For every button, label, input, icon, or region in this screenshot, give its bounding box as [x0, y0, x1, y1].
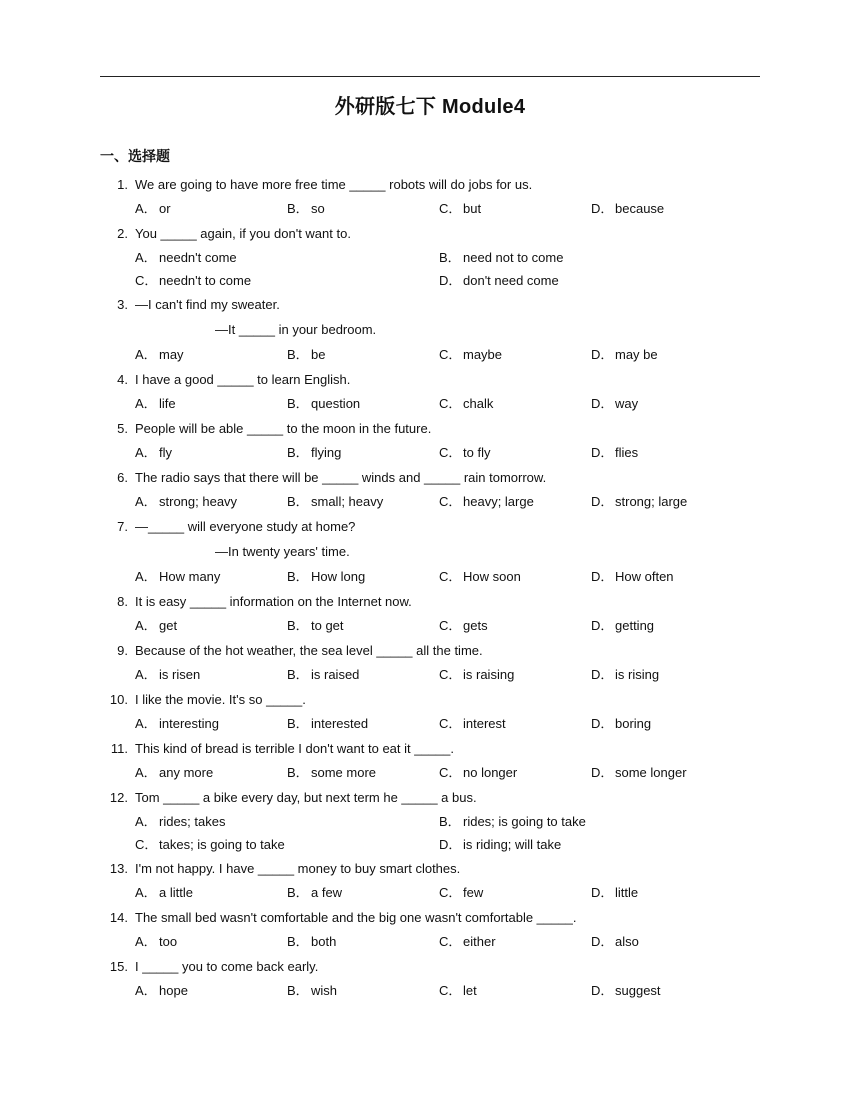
question-stem [100, 736, 760, 761]
question-stem [100, 367, 760, 392]
option-text: a little [159, 885, 193, 900]
question-stem [100, 172, 760, 197]
options-row [100, 930, 760, 954]
option-text: needn't to come [159, 273, 252, 288]
question-stem [100, 905, 760, 930]
option-letter: D． [591, 983, 614, 998]
header-rule [100, 76, 760, 77]
question-number: 13. [109, 861, 128, 876]
answer-option[interactable] [439, 343, 502, 367]
option-text: maybe [463, 347, 503, 362]
answer-option[interactable] [135, 761, 213, 785]
question-text: This kind of bread is terrible I don't want to eat it _____. [135, 741, 454, 756]
option-letter: A． [135, 983, 157, 998]
answer-option[interactable] [439, 246, 563, 269]
answer-option[interactable] [287, 663, 359, 687]
question-stem [100, 221, 760, 246]
option-text: small; heavy [311, 494, 384, 509]
option-letter: B． [287, 201, 309, 216]
answer-option[interactable] [591, 197, 664, 221]
answer-option[interactable] [439, 490, 534, 514]
question-item [100, 514, 760, 589]
question-number: 14. [109, 910, 128, 925]
question-text: Because of the hot weather, the sea level _____ all the time. [135, 643, 483, 658]
answer-option[interactable] [591, 930, 639, 954]
answer-option[interactable] [135, 663, 200, 687]
question-number: 12. [109, 790, 128, 805]
answer-option[interactable] [591, 881, 638, 905]
answer-option[interactable] [591, 565, 674, 589]
dialogue-line [100, 317, 760, 343]
option-letter: A． [135, 934, 157, 949]
option-letter: B． [287, 885, 309, 900]
option-text: need not to come [463, 250, 564, 265]
option-letter: D． [591, 347, 614, 362]
answer-option[interactable] [439, 565, 521, 589]
option-letter: C． [439, 445, 462, 460]
answer-option[interactable] [591, 441, 638, 465]
option-letter: D． [591, 716, 614, 731]
answer-option[interactable] [439, 810, 586, 833]
question-number: 5. [117, 421, 128, 436]
answer-option[interactable] [591, 490, 687, 514]
option-text: fly [159, 445, 172, 460]
answer-option[interactable] [591, 979, 661, 1003]
option-letter: A． [135, 569, 157, 584]
option-letter: B． [439, 250, 461, 265]
option-text: needn't come [159, 250, 237, 265]
option-letter: B． [439, 814, 461, 829]
option-letter: D． [591, 494, 614, 509]
option-letter: B． [287, 934, 309, 949]
question-stem [100, 785, 760, 810]
option-text: is risen [159, 667, 201, 682]
option-text: getting [615, 618, 655, 633]
question-text: I have a good _____ to learn English. [135, 372, 351, 387]
answer-option[interactable] [287, 979, 337, 1003]
answer-option[interactable] [135, 197, 171, 221]
options-row [100, 663, 760, 687]
question-item [100, 292, 760, 367]
options-row [100, 833, 760, 856]
option-text: interest [463, 716, 506, 731]
answer-option[interactable] [591, 614, 654, 638]
option-text: get [159, 618, 178, 633]
answer-option[interactable] [439, 197, 481, 221]
question-text: Tom _____ a bike every day, but next term he _____ a bus. [135, 790, 477, 805]
option-letter: A． [135, 765, 157, 780]
question-text: I'm not happy. I have _____ money to buy smart clothes. [135, 861, 461, 876]
answer-option[interactable] [135, 343, 184, 367]
answer-option[interactable] [135, 833, 285, 856]
options-row [100, 565, 760, 589]
option-text: so [311, 201, 325, 216]
option-letter: C． [439, 618, 462, 633]
option-text: chalk [463, 396, 494, 411]
option-text: How soon [463, 569, 521, 584]
question-text: —_____ will everyone study at home? [135, 519, 356, 534]
option-text: any more [159, 765, 214, 780]
option-letter: B． [287, 618, 309, 633]
option-letter: D． [591, 885, 614, 900]
option-text: How many [159, 569, 221, 584]
dialogue-text: —It _____ in your bedroom. [215, 322, 377, 337]
question-stem [100, 416, 760, 441]
option-text: both [311, 934, 337, 949]
answer-option[interactable] [439, 833, 561, 856]
answer-option[interactable] [591, 712, 651, 736]
answer-option[interactable] [439, 930, 496, 954]
question-text: —I can't find my sweater. [135, 297, 280, 312]
option-letter: A． [135, 814, 157, 829]
option-letter: A． [135, 201, 157, 216]
answer-option[interactable] [135, 712, 219, 736]
option-letter: D． [591, 201, 614, 216]
options-row [100, 761, 760, 785]
answer-option[interactable] [287, 490, 383, 514]
question-item [100, 465, 760, 514]
option-text: no longer [463, 765, 518, 780]
option-letter: A． [135, 250, 157, 265]
answer-option[interactable] [287, 343, 325, 367]
option-letter: C． [439, 396, 462, 411]
option-text: few [463, 885, 484, 900]
option-text: some more [311, 765, 377, 780]
option-text: suggest [615, 983, 661, 998]
answer-option[interactable] [287, 565, 365, 589]
option-text: a few [311, 885, 343, 900]
answer-option[interactable] [439, 269, 559, 292]
answer-option[interactable] [439, 881, 483, 905]
question-number: 15. [109, 959, 128, 974]
option-text: hope [159, 983, 188, 998]
question-number: 10. [109, 692, 128, 707]
option-letter: B． [287, 983, 309, 998]
option-text: too [159, 934, 178, 949]
option-text: interested [311, 716, 369, 731]
answer-option[interactable] [439, 761, 517, 785]
question-item [100, 736, 760, 785]
option-text: may be [615, 347, 658, 362]
option-text: but [463, 201, 482, 216]
answer-option[interactable] [135, 490, 237, 514]
option-letter: C． [439, 667, 462, 682]
option-letter: B． [287, 569, 309, 584]
option-text: to get [311, 618, 344, 633]
option-letter: A． [135, 396, 157, 411]
options-row [100, 343, 760, 367]
options-row [100, 712, 760, 736]
answer-option[interactable] [287, 881, 342, 905]
question-number: 1. [117, 177, 128, 192]
options-row [100, 614, 760, 638]
option-text: to fly [463, 445, 491, 460]
options-row [100, 197, 760, 221]
question-item [100, 172, 760, 221]
option-letter: D． [591, 569, 614, 584]
option-letter: B． [287, 347, 309, 362]
option-letter: C． [439, 569, 462, 584]
options-row [100, 810, 760, 833]
option-text: wish [311, 983, 338, 998]
question-stem [100, 465, 760, 490]
question-item [100, 954, 760, 1003]
option-letter: D． [591, 445, 614, 460]
option-letter: D． [591, 934, 614, 949]
question-stem [100, 954, 760, 979]
question-text: People will be able _____ to the moon in the future. [135, 421, 432, 436]
question-text: It is easy _____ information on the Internet now. [135, 594, 412, 609]
question-number: 6. [117, 470, 128, 485]
option-letter: C． [439, 934, 462, 949]
option-text: don't need come [463, 273, 559, 288]
question-item [100, 416, 760, 465]
option-text: is raised [311, 667, 360, 682]
answer-option[interactable] [591, 663, 659, 687]
answer-option[interactable] [135, 565, 220, 589]
question-item [100, 905, 760, 954]
option-text: is raising [463, 667, 515, 682]
option-text: How long [311, 569, 366, 584]
option-text: interesting [159, 716, 219, 731]
option-text: heavy; large [463, 494, 534, 509]
option-text: let [463, 983, 477, 998]
option-text: How often [615, 569, 674, 584]
answer-option[interactable] [287, 197, 325, 221]
answer-option[interactable] [439, 979, 477, 1003]
answer-option[interactable] [135, 979, 188, 1003]
answer-option[interactable] [591, 392, 638, 416]
option-letter: B． [287, 716, 309, 731]
answer-option[interactable] [135, 392, 176, 416]
question-item [100, 589, 760, 638]
question-item [100, 856, 760, 905]
answer-option[interactable] [287, 712, 368, 736]
question-number: 8. [117, 594, 128, 609]
option-letter: A． [135, 716, 157, 731]
page-title: 外研版七下 Module4 [334, 96, 526, 118]
option-text: gets [463, 618, 488, 633]
option-text: also [615, 934, 639, 949]
option-text: be [311, 347, 326, 362]
question-number: 11. [110, 741, 128, 756]
answer-option[interactable] [439, 441, 490, 465]
option-text: flying [311, 445, 342, 460]
answer-option[interactable] [135, 930, 177, 954]
option-text: is rising [615, 667, 660, 682]
answer-option[interactable] [439, 712, 506, 736]
options-row [100, 881, 760, 905]
answer-option[interactable] [439, 663, 514, 687]
question-stem [100, 292, 760, 317]
option-letter: C． [439, 983, 462, 998]
option-text: life [159, 396, 176, 411]
option-letter: A． [135, 885, 157, 900]
question-number: 3. [117, 297, 128, 312]
option-letter: C． [439, 201, 462, 216]
option-letter: A． [135, 445, 157, 460]
option-text: because [615, 201, 665, 216]
option-letter: C． [135, 837, 158, 852]
options-row [100, 441, 760, 465]
option-letter: D． [591, 618, 614, 633]
option-text: or [159, 201, 171, 216]
answer-option[interactable] [287, 441, 341, 465]
option-text: question [311, 396, 361, 411]
question-text: The radio says that there will be _____ winds and _____ rain tomorrow. [135, 470, 547, 485]
options-row [100, 246, 760, 269]
answer-option[interactable] [135, 441, 172, 465]
option-text: takes; is going to take [159, 837, 285, 852]
dialogue-text: —In twenty years' time. [215, 544, 350, 559]
option-letter: A． [135, 494, 157, 509]
question-stem [100, 514, 760, 539]
question-item [100, 638, 760, 687]
answer-option[interactable] [135, 246, 237, 269]
question-text: You _____ again, if you don't want to. [135, 226, 351, 241]
option-text: may [159, 347, 184, 362]
question-item [100, 367, 760, 416]
dialogue-line [100, 539, 760, 565]
answer-option[interactable] [591, 761, 687, 785]
option-text: strong; heavy [159, 494, 238, 509]
option-letter: A． [135, 667, 157, 682]
question-number: 7. [117, 519, 128, 534]
option-text: rides; is going to take [463, 814, 586, 829]
option-letter: D． [591, 396, 614, 411]
answer-option[interactable] [135, 269, 251, 292]
answer-option[interactable] [135, 810, 225, 833]
options-row [100, 979, 760, 1003]
option-text: way [615, 396, 639, 411]
question-stem [100, 638, 760, 663]
question-number: 4. [117, 372, 128, 387]
option-text: rides; takes [159, 814, 226, 829]
question-item [100, 687, 760, 736]
question-item [100, 221, 760, 292]
answer-option[interactable] [287, 761, 376, 785]
option-text: flies [615, 445, 639, 460]
option-letter: B． [287, 396, 309, 411]
answer-option[interactable] [135, 881, 193, 905]
question-text: I like the movie. It's so _____. [135, 692, 306, 707]
option-letter: C． [439, 765, 462, 780]
option-letter: C． [439, 885, 462, 900]
option-letter: B． [287, 765, 309, 780]
question-number: 2. [117, 226, 128, 241]
question-stem [100, 856, 760, 881]
options-row [100, 392, 760, 416]
answer-option[interactable] [439, 614, 488, 638]
option-text: either [463, 934, 496, 949]
options-row [100, 490, 760, 514]
question-text: We are going to have more free time _____ robots will do jobs for us. [135, 177, 533, 192]
option-text: some longer [615, 765, 687, 780]
option-letter: D． [439, 837, 462, 852]
question-item [100, 785, 760, 856]
option-letter: B． [287, 494, 309, 509]
option-letter: B． [287, 667, 309, 682]
question-list [100, 172, 760, 1003]
option-text: is riding; will take [463, 837, 562, 852]
option-letter: A． [135, 618, 157, 633]
option-letter: C． [439, 716, 462, 731]
question-stem [100, 589, 760, 614]
answer-option[interactable] [591, 343, 658, 367]
question-stem [100, 687, 760, 712]
option-letter: D． [591, 667, 614, 682]
question-text: I _____ you to come back early. [135, 959, 319, 974]
option-letter: D． [439, 273, 462, 288]
section-heading: 一、选择题 [100, 148, 170, 164]
answer-option[interactable] [287, 392, 360, 416]
option-letter: D． [591, 765, 614, 780]
option-text: boring [615, 716, 652, 731]
option-letter: B． [287, 445, 309, 460]
option-letter: A． [135, 347, 157, 362]
option-text: strong; large [615, 494, 688, 509]
option-letter: C． [439, 494, 462, 509]
answer-option[interactable] [287, 614, 344, 638]
answer-option[interactable] [287, 930, 336, 954]
question-text: The small bed wasn't comfortable and the big one wasn't comfortable _____. [135, 910, 577, 925]
option-letter: C． [135, 273, 158, 288]
answer-option[interactable] [439, 392, 493, 416]
answer-option[interactable] [135, 614, 177, 638]
option-text: little [615, 885, 639, 900]
options-row [100, 269, 760, 292]
question-number: 9. [117, 643, 128, 658]
option-letter: C． [439, 347, 462, 362]
